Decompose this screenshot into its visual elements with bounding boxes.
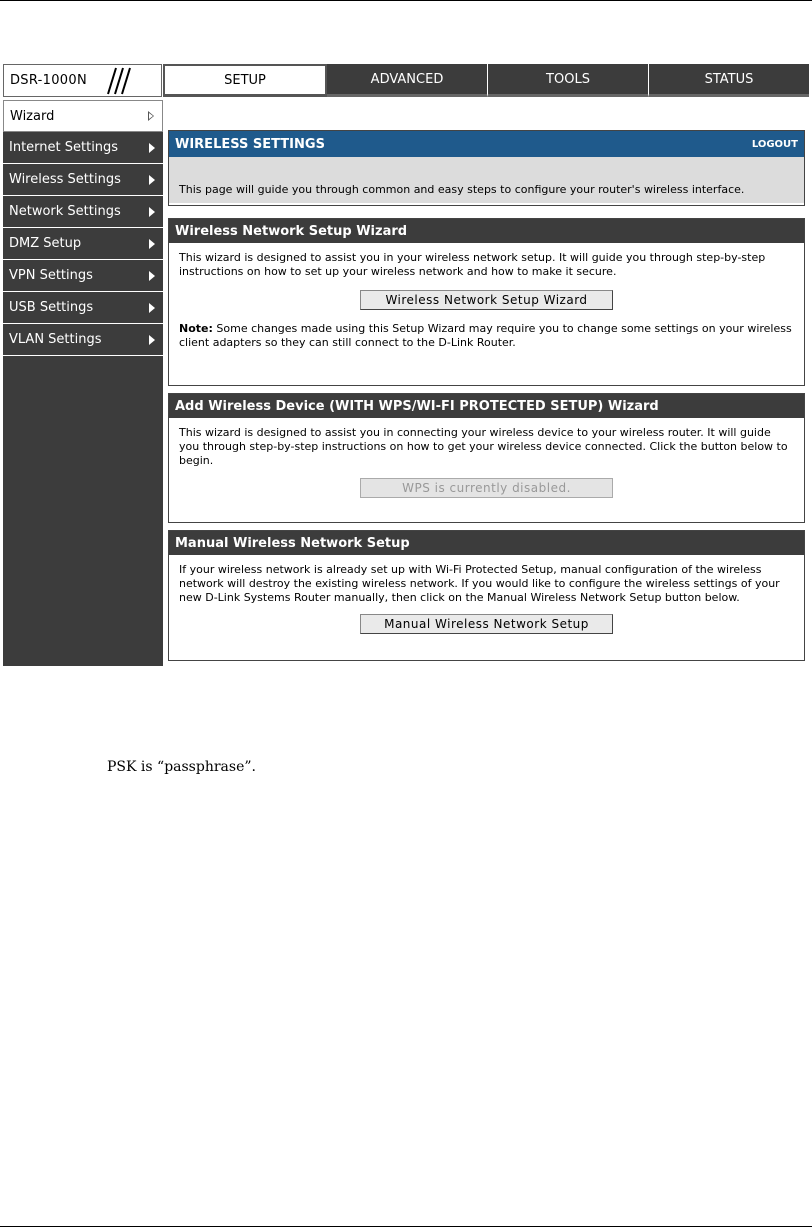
manual-setup-title: Manual Wireless Network Setup — [169, 531, 804, 555]
slashes-icon — [102, 66, 132, 96]
manual-setup-description: If your wireless network is already set up with Wi-Fi Protected Setup, manual configuration of the wireless network will destroy the existing wireless network. If you would like to configure the wireless settings of your new D-Link Systems Router manually, then click on the Manual Wireless Network Setup button below. — [179, 563, 780, 604]
manual-setup-panel — [168, 530, 805, 661]
sidebar-item-dmz-setup[interactable] — [3, 228, 163, 260]
sidebar-item-label: Network Settings — [9, 204, 121, 219]
sidebar-item-label: USB Settings — [9, 300, 94, 315]
tab-tools[interactable]: TOOLS — [488, 64, 649, 97]
chevron-right-icon — [148, 111, 154, 121]
wps-wizard-panel — [168, 393, 805, 523]
sidebar-item-vlan-settings[interactable] — [3, 324, 163, 356]
sidebar-item-label: Internet Settings — [9, 140, 119, 155]
chevron-right-icon — [149, 207, 155, 217]
brand-logo — [3, 64, 162, 97]
chevron-right-icon — [149, 175, 155, 185]
wireless-settings-description: This page will guide you through common and easy steps to configure your router's wireless interface. — [169, 157, 804, 203]
sidebar-item-wireless-settings[interactable] — [3, 164, 163, 196]
footer-rule — [0, 1226, 812, 1227]
sidebar-item-network-settings[interactable] — [3, 196, 163, 228]
model-name: DSR-1000N — [10, 73, 87, 88]
chevron-right-icon — [149, 335, 155, 345]
setup-wizard-note — [179, 322, 794, 350]
document-caption: PSK is “passphrase”. — [107, 759, 256, 775]
chevron-right-icon — [149, 271, 155, 281]
tab-setup[interactable]: SETUP — [163, 64, 327, 97]
page-title: WIRELESS SETTINGS — [175, 136, 325, 152]
note-text: Some changes made using this Setup Wizard may require you to change some settings on your wireless client adapters so they can still connect to the D-Link Router. — [179, 322, 792, 349]
wps-wizard-title: Add Wireless Device (WITH WPS/WI-FI PROTECTED SETUP) Wizard — [169, 394, 804, 418]
wireless-settings-header — [169, 131, 804, 157]
sidebar-item-vpn-settings[interactable] — [3, 260, 163, 292]
sidebar-item-internet-settings[interactable] — [3, 132, 163, 164]
sidebar-item-label: VLAN Settings — [9, 332, 102, 347]
wireless-settings-panel — [168, 130, 805, 206]
sidebar-item-label: Wizard — [10, 108, 55, 124]
sidebar-item-label: Wireless Settings — [9, 172, 121, 187]
header-rule — [0, 0, 812, 1]
setup-wizard-panel — [168, 218, 805, 386]
wireless-setup-wizard-button[interactable]: Wireless Network Setup Wizard — [360, 290, 613, 310]
sidebar-item-usb-settings[interactable] — [3, 292, 163, 324]
sidebar-item-label: VPN Settings — [9, 268, 93, 283]
sidebar — [3, 100, 163, 666]
logout-link[interactable]: LOGOUT — [751, 138, 798, 150]
chevron-right-icon — [149, 239, 155, 249]
sidebar-item-wizard[interactable] — [3, 100, 163, 132]
main-tabs — [163, 64, 809, 97]
chevron-right-icon — [149, 303, 155, 313]
note-label: Note: — [179, 322, 213, 335]
setup-wizard-title: Wireless Network Setup Wizard — [169, 219, 804, 243]
wps-wizard-description: This wizard is designed to assist you in connecting your wireless device to your wireless router. It will guide you through step-by-step instructions on how to get your wireless device connected. Click the button below to begin. — [179, 426, 788, 467]
wps-disabled-button: WPS is currently disabled. — [360, 478, 613, 498]
sidebar-item-label: DMZ Setup — [9, 236, 82, 251]
tab-status[interactable]: STATUS — [649, 64, 809, 97]
tab-advanced[interactable]: ADVANCED — [327, 64, 488, 97]
manual-setup-button[interactable]: Manual Wireless Network Setup — [360, 614, 613, 634]
setup-wizard-description: This wizard is designed to assist you in your wireless network setup. It will guide you through step-by-step instructions on how to set up your wireless network and how to make it secure. — [179, 251, 766, 278]
chevron-right-icon — [149, 143, 155, 153]
